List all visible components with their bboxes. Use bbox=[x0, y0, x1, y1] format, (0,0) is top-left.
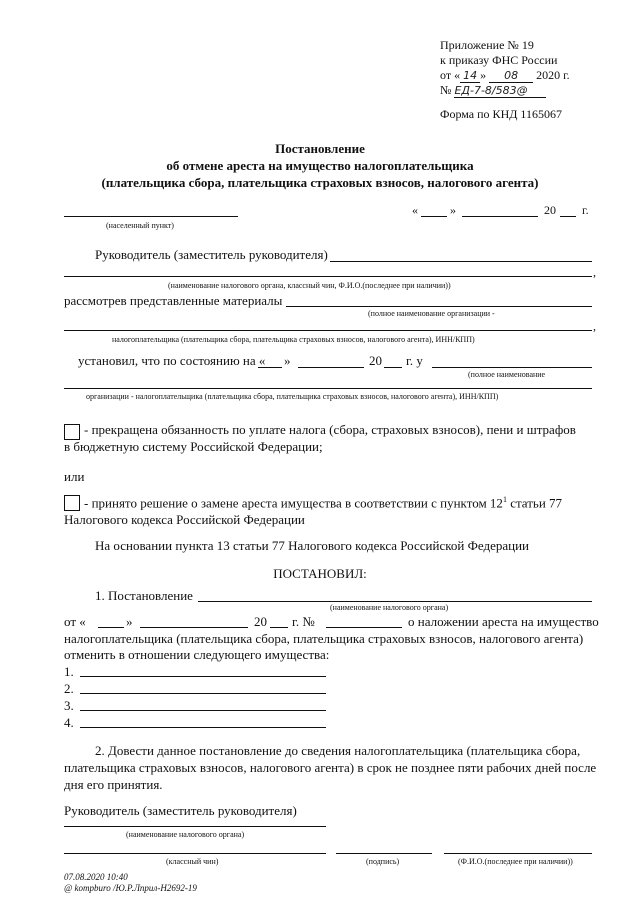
property-field-3[interactable] bbox=[80, 710, 326, 711]
form-code: Форма по КНД 1165067 bbox=[440, 107, 562, 121]
doc-subtitle: об отмене ареста на имущество налогоплательщика bbox=[166, 158, 474, 173]
item1-year-field[interactable] bbox=[270, 627, 288, 628]
established-year-field[interactable] bbox=[384, 367, 402, 368]
item1-text-3: отменить в отношении следующего имущества: bbox=[64, 647, 330, 662]
date-year-suffix: г. bbox=[582, 203, 589, 217]
date-year-field[interactable] bbox=[560, 216, 576, 217]
date-close: » bbox=[450, 203, 456, 217]
head-caption: (наименование налогового органа, классный чин, Ф.И.О.(последнее при наличии)) bbox=[168, 281, 451, 290]
order-date: от « 14 » 08 2020 г. bbox=[440, 68, 570, 82]
item1-date-prefix: от « bbox=[64, 614, 86, 629]
doc-subtitle-2: (плательщика сбора, плательщика страховых взносов, налогового агента) bbox=[101, 175, 539, 190]
item2-text-2: плательщика страховых взносов, налогового агента) в срок не позднее пяти рабочих дней после bbox=[64, 760, 597, 775]
item2-text-3: дня его принятия. bbox=[64, 777, 163, 792]
appendix-number: Приложение № 19 bbox=[440, 38, 534, 52]
option1-text-2: в бюджетную систему Российской Федерации; bbox=[64, 439, 323, 454]
established-caption-1: (полное наименование bbox=[468, 370, 546, 379]
item1-text-2: налогоплательщика (плательщика сбора, плательщика страховых взносов, налогового агента) bbox=[64, 631, 584, 646]
established-year: 20 bbox=[369, 353, 382, 368]
established-day-field[interactable] bbox=[258, 367, 282, 368]
date-year: 20 bbox=[544, 203, 556, 217]
or-text: или bbox=[64, 469, 85, 484]
reviewed-label: рассмотрев представленные материалы bbox=[64, 293, 283, 308]
order-reference: к приказу ФНС России bbox=[440, 53, 558, 67]
place-field[interactable] bbox=[64, 216, 238, 217]
sign-caption-name: (Ф.И.О.(последнее при наличии)) bbox=[458, 857, 573, 866]
head-comma: , bbox=[593, 265, 596, 279]
established-year-suffix: г. у bbox=[406, 353, 423, 368]
date-month-field[interactable] bbox=[462, 216, 538, 217]
option2-checkbox[interactable] bbox=[64, 495, 80, 511]
sign-caption-rank: (классный чин) bbox=[166, 857, 219, 866]
footer-reference: @ kompburo /Ю.Р.Лприл-Н2692-19 bbox=[64, 883, 197, 893]
established-caption-2: организации - налогоплательщика (плательщика сбора, плательщика страховых взносов, налогового агента), ИНН/КПП) bbox=[86, 392, 499, 401]
item1-date-close: » bbox=[126, 614, 133, 629]
item1-org-field[interactable] bbox=[198, 601, 592, 602]
option1-checkbox[interactable] bbox=[64, 424, 80, 440]
item1-year: 20 bbox=[254, 614, 267, 629]
property-item-1: 1. bbox=[64, 664, 74, 679]
signature-field[interactable] bbox=[336, 853, 432, 854]
footer-timestamp: 07.08.2020 10:40 bbox=[64, 872, 128, 882]
order-month: 08 bbox=[489, 69, 533, 83]
established-month-field[interactable] bbox=[298, 367, 364, 368]
item1-month-field[interactable] bbox=[140, 627, 248, 628]
property-item-4: 4. bbox=[64, 715, 74, 730]
sign-name-field[interactable] bbox=[444, 853, 592, 854]
property-field-1[interactable] bbox=[80, 676, 326, 677]
sign-label: Руководитель (заместитель руководителя) bbox=[64, 803, 297, 818]
basis-text: На основании пункта 13 статьи 77 Налогового кодекса Российской Федерации bbox=[95, 538, 529, 553]
item1-year-suffix: г. № bbox=[292, 614, 315, 629]
option1-text: - прекращена обязанность по уплате налога (сбора, страховых взносов), пени и штрафов bbox=[84, 422, 576, 437]
date-day-field[interactable] bbox=[421, 216, 447, 217]
item1-tail: о наложении ареста на имущество bbox=[408, 614, 599, 629]
reviewed-comma: , bbox=[593, 319, 596, 333]
property-item-3: 3. bbox=[64, 698, 74, 713]
sign-caption-signature: (подпись) bbox=[366, 857, 400, 866]
head-field-2[interactable] bbox=[64, 276, 592, 277]
established-org-field-2[interactable] bbox=[64, 388, 592, 389]
reviewed-field[interactable] bbox=[286, 306, 592, 307]
item2-text-1: 2. Довести данное постановление до сведения налогоплательщика (плательщика сбора, bbox=[95, 743, 581, 758]
head-field[interactable] bbox=[330, 261, 592, 262]
order-number-value: ЕД-7-8/583@ bbox=[454, 84, 546, 98]
option2-text-2: Налогового кодекса Российской Федерации bbox=[64, 512, 305, 527]
place-caption: (населенный пункт) bbox=[106, 221, 174, 230]
property-field-2[interactable] bbox=[80, 693, 326, 694]
item1-day-field[interactable] bbox=[98, 627, 124, 628]
reviewed-field-2[interactable] bbox=[64, 330, 592, 331]
item1-label: 1. Постановление bbox=[95, 588, 193, 603]
item1-number-field[interactable] bbox=[326, 627, 402, 628]
option2-superscript: 1 bbox=[502, 495, 507, 504]
doc-title: Постановление bbox=[275, 141, 365, 156]
order-number: № ЕД-7-8/583@ bbox=[440, 83, 546, 98]
reviewed-caption-2: налогоплательщика (плательщика сбора, плательщика страховых взносов, налогового агента), ИНН/КПП) bbox=[112, 335, 475, 344]
property-item-2: 2. bbox=[64, 681, 74, 696]
reviewed-caption-1: (полное наименование организации - bbox=[368, 309, 495, 318]
sign-caption-org: (наименование налогового органа) bbox=[126, 830, 245, 839]
item1-caption: (наименование налогового органа) bbox=[330, 603, 449, 612]
sign-org-field[interactable] bbox=[64, 826, 326, 827]
decided-heading: ПОСТАНОВИЛ: bbox=[273, 566, 367, 581]
established-label: установил, что по состоянию на « bbox=[78, 353, 266, 368]
date-open: « bbox=[412, 203, 418, 217]
order-day: 14 bbox=[460, 69, 480, 83]
option2-text: - принято решение о замене ареста имущества в соответствии с пунктом $12^1$ статьи 77 bbox=[84, 495, 563, 511]
head-label: Руководитель (заместитель руководителя) bbox=[95, 247, 328, 262]
sign-rank-field[interactable] bbox=[64, 853, 326, 854]
property-field-4[interactable] bbox=[80, 727, 326, 728]
established-org-field[interactable] bbox=[432, 367, 592, 368]
established-close: » bbox=[284, 353, 291, 368]
